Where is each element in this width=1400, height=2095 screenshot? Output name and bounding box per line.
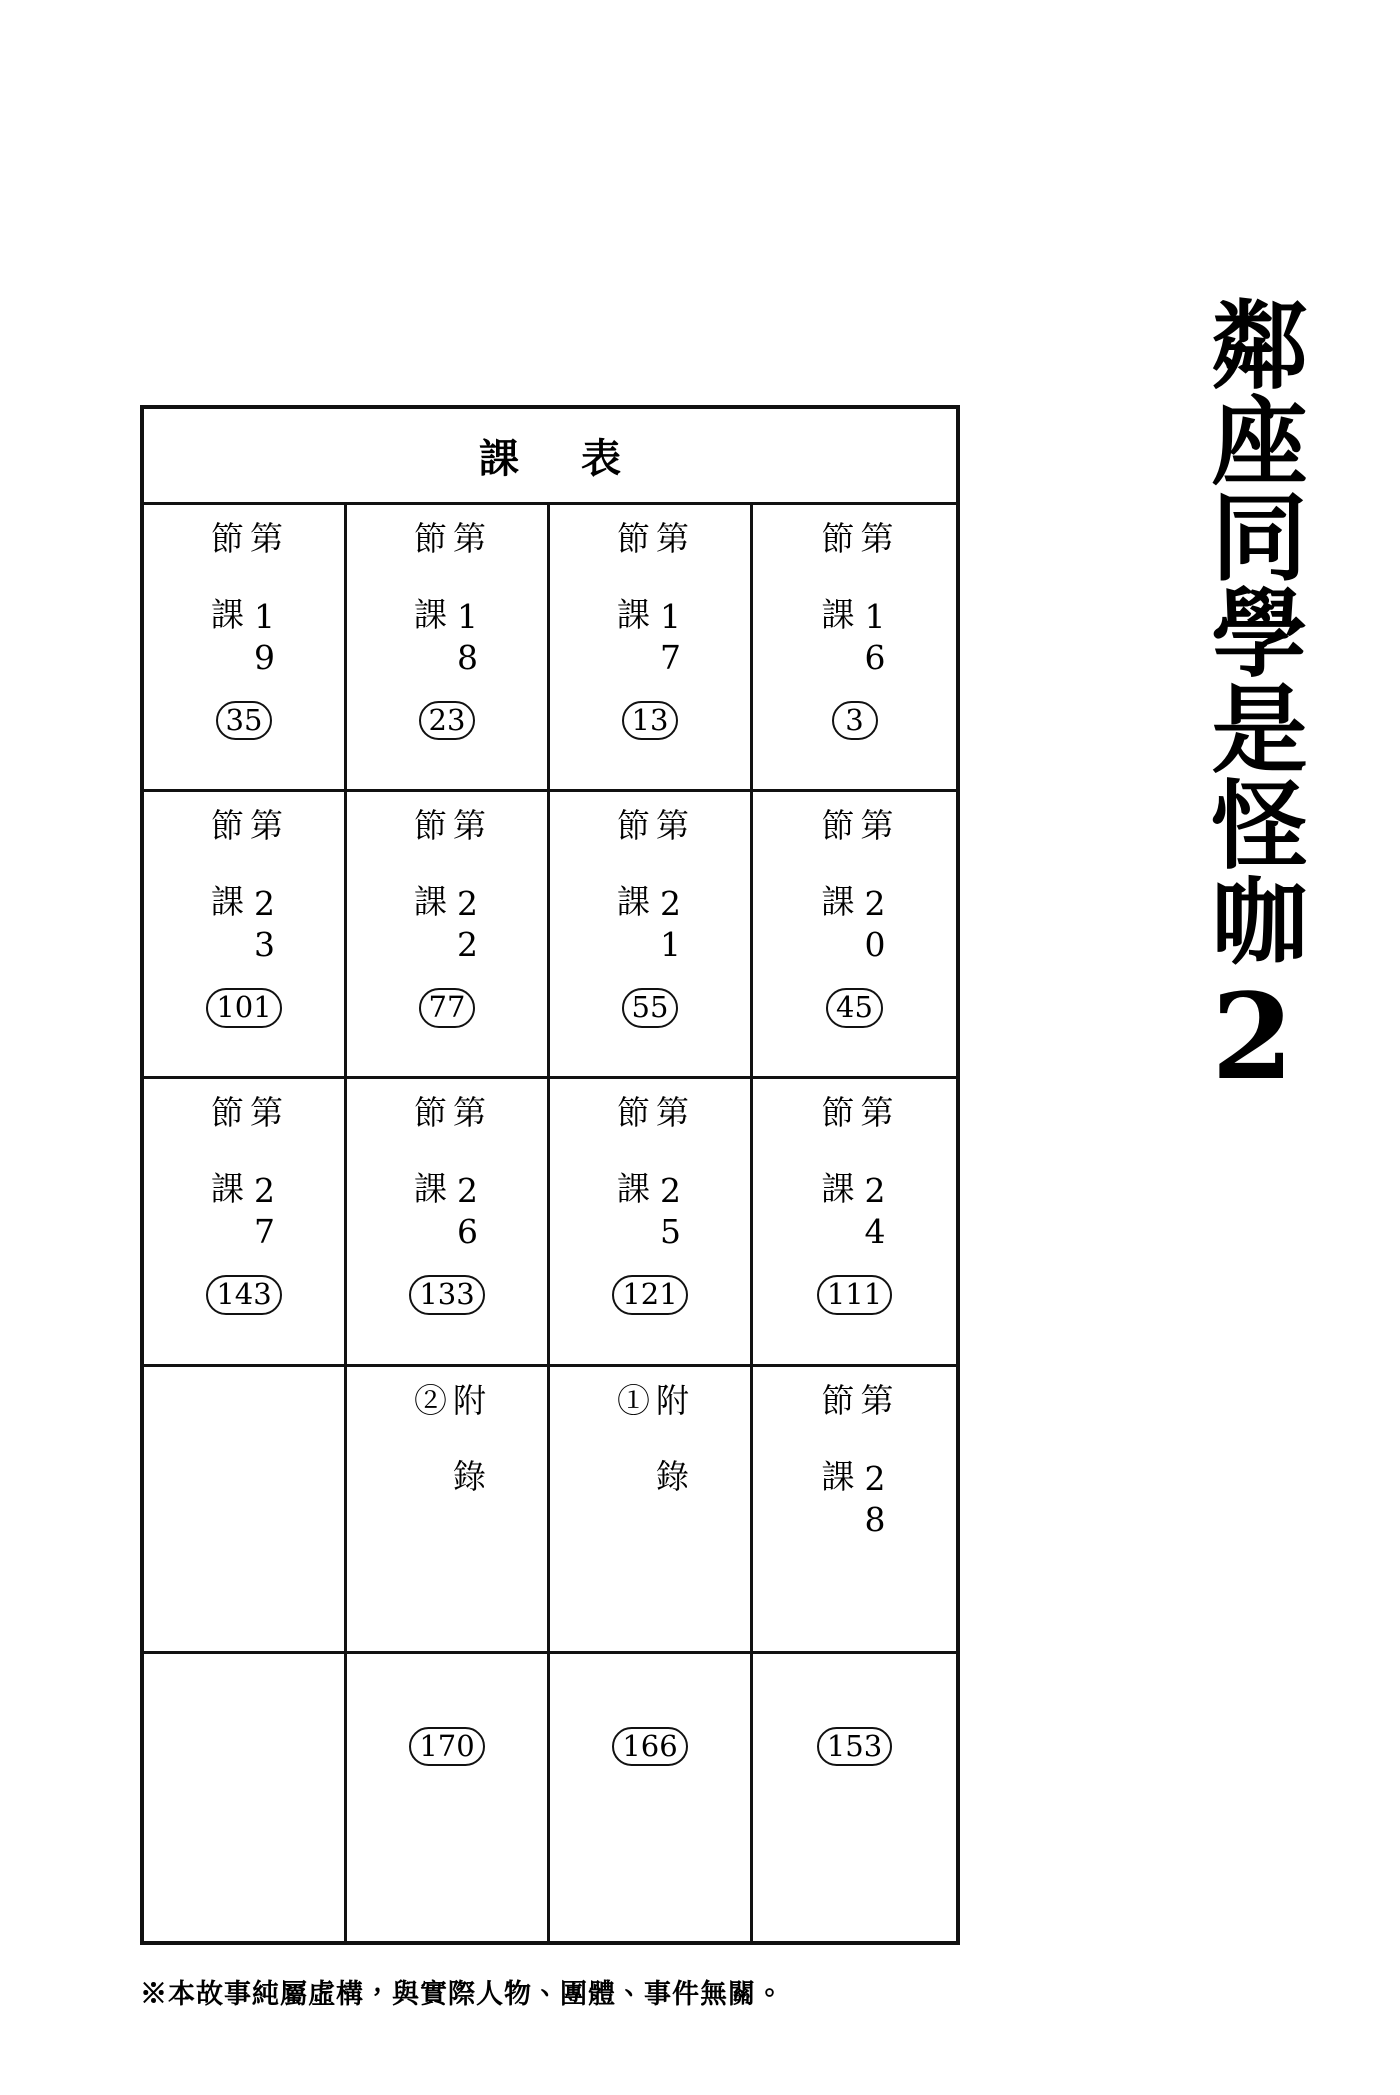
toc-entry-page	[144, 701, 344, 740]
toc-entry[interactable]	[550, 505, 753, 792]
toc-entry-page-number: 121	[612, 1275, 687, 1314]
toc-entry[interactable]	[550, 792, 753, 1079]
toc-entry-page-number: 143	[206, 1275, 281, 1314]
toc-entry-page-number: 23	[419, 701, 476, 740]
toc-entry-title: 附 錄 ①	[612, 1382, 690, 1494]
toc-entry-page	[550, 988, 750, 1027]
toc-entry-empty	[347, 1654, 550, 1941]
toc-header	[144, 409, 956, 505]
toc-entry-page-number: 77	[419, 988, 476, 1027]
toc-entry-title: 第 20 節 課	[816, 808, 895, 967]
toc-entry-empty	[144, 1367, 347, 1654]
toc-entry-page-number: 111	[817, 1275, 892, 1314]
toc-entry-empty	[550, 1654, 753, 1941]
toc-entry-title: 第 26 節 課	[409, 1095, 487, 1254]
toc-entry-page	[144, 988, 344, 1027]
toc-entry-title: 第 18 節 課	[409, 521, 487, 679]
toc-entry-page	[550, 701, 750, 740]
toc-entry-page-number: 35	[216, 701, 273, 740]
toc-entry[interactable]	[144, 1079, 347, 1366]
toc-entry[interactable]	[550, 1367, 753, 1763]
toc-entry-title: 附 錄 ②	[409, 1382, 487, 1494]
toc-entry[interactable]	[753, 792, 956, 1079]
toc-entry-page-number: 3	[832, 701, 878, 740]
toc-entry-title: 第 22 節 課	[409, 808, 487, 967]
toc-entry-page-number: 153	[817, 1727, 892, 1766]
toc-entry-page	[347, 701, 547, 740]
toc-entry-page-number: 170	[409, 1727, 484, 1766]
toc-entry[interactable]	[753, 1367, 956, 1763]
toc-entry-page-number: 133	[409, 1275, 484, 1314]
toc-entry-title: 第 27 節 課	[206, 1095, 284, 1254]
toc-entry-page-number: 13	[622, 701, 679, 740]
toc-entry[interactable]	[347, 1367, 550, 1763]
toc-entry-page	[347, 1275, 547, 1314]
toc-header-label: 課 表	[479, 435, 645, 482]
toc-entry-title: 第 24 節 課	[816, 1095, 895, 1254]
toc-entry-title: 第 28 節 課	[816, 1382, 895, 1541]
toc-entry-page-number: 55	[622, 988, 679, 1027]
toc-entry-title: 第 16 節 課	[816, 521, 895, 679]
toc-entry-page	[347, 988, 547, 1027]
toc-entry-title: 第 21 節 課	[612, 808, 690, 967]
toc-entry-title: 第 19 節 課	[206, 521, 284, 679]
toc-entry-page-number: 101	[206, 988, 281, 1027]
toc-entry-title: 第 23 節 課	[206, 808, 284, 967]
toc-grid	[144, 505, 956, 1941]
toc-entry[interactable]	[144, 505, 347, 792]
table-of-contents	[140, 405, 960, 1945]
toc-entry-page-number: 166	[612, 1727, 687, 1766]
toc-entry-title: 第 25 節 課	[612, 1095, 690, 1254]
toc-entry[interactable]	[144, 792, 347, 1079]
toc-entry[interactable]	[347, 792, 550, 1079]
toc-entry[interactable]	[753, 505, 956, 792]
disclaimer-note: ※本故事純屬虛構，與實際人物、團體、事件無關。	[140, 1979, 784, 2010]
toc-entry-page	[550, 1275, 750, 1314]
toc-entry[interactable]	[550, 1079, 753, 1366]
toc-entry[interactable]	[347, 1079, 550, 1366]
toc-entry-page-number: 45	[826, 988, 883, 1027]
toc-entry-empty	[753, 1654, 956, 1941]
toc-entry-page	[753, 1275, 956, 1314]
book-title-text: 鄰座同學是怪咖	[1196, 294, 1309, 967]
book-volume-number: 2	[1183, 966, 1322, 1106]
toc-entry-page	[753, 988, 956, 1027]
toc-entry[interactable]	[347, 505, 550, 792]
toc-entry-empty	[144, 1654, 347, 1941]
toc-entry[interactable]	[753, 1079, 956, 1366]
toc-entry-page	[753, 701, 956, 740]
book-title	[1162, 140, 1322, 1260]
toc-entry-title: 第 17 節 課	[612, 521, 690, 679]
toc-entry-page	[144, 1275, 344, 1314]
